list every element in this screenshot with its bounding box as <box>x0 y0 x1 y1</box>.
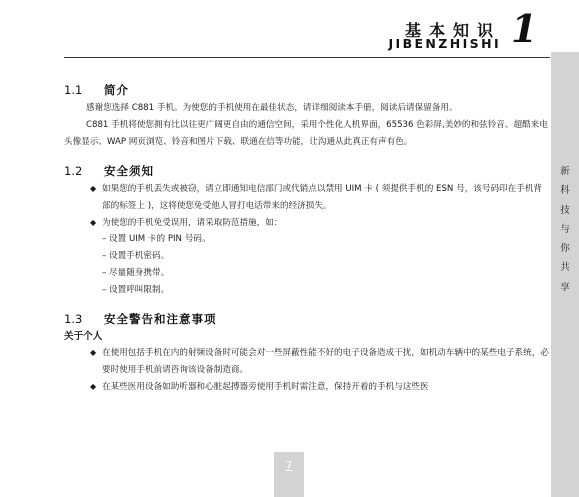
section-title: 简介 <box>104 83 129 97</box>
sub-item: – 尽量随身携带。 <box>102 268 170 279</box>
bullet-list <box>64 181 550 232</box>
sidebar-slogan <box>558 162 572 297</box>
sidebar-char: 技 <box>560 204 570 216</box>
section-title: 安全警告和注意事项 <box>104 312 217 327</box>
paragraph: C881 手机将使您拥有比以往更广阔更自由的通信空间，采用个性化人机界面，65536 色彩屏,美妙的和弦铃音、超酷来电头像显示、WAP 网页浏览、铃音和图片下载、联通在信等功能，让沟通从此真正有声有色。 <box>64 119 548 147</box>
list-item: ◆ 在某些医用设备如助听器和心脏起搏器旁使用手机时需注意，保持开着的手机与这些医 <box>64 379 550 396</box>
list-item: ◆ 在使用包括手机在内的射频设备时可能会对一些屏蔽性能不好的电子设备造成干扰，如机动车辆中的某些电子系统，必要时使用手机前请咨询该设备制造商。 <box>64 345 550 379</box>
chapter-title-cn: 基本知识 <box>404 21 501 40</box>
sidebar-char: 科 <box>560 185 570 197</box>
diamond-bullet-icon: ◆ <box>90 348 97 358</box>
section-heading-warnings <box>64 311 550 327</box>
sidebar-char: 与 <box>560 223 570 235</box>
sidebar-char: 新 <box>560 166 570 177</box>
sidebar-char: 享 <box>560 281 570 293</box>
main-content <box>64 82 550 396</box>
diamond-bullet-icon: ◆ <box>90 217 97 227</box>
subheading-personal: 关于个人 <box>64 331 103 343</box>
section-number: 1.2 <box>64 163 83 178</box>
page-number: 7 <box>285 459 293 472</box>
chapter-title-en: JIBENZHISHI <box>388 36 501 51</box>
section-title: 安全须知 <box>104 163 154 178</box>
diamond-bullet-icon: ◆ <box>90 381 97 391</box>
sidebar-char: 你 <box>560 243 570 255</box>
sub-item: – 设置呼叫限制。 <box>102 285 170 296</box>
sub-item: – 设置 UIM 卡的 PIN 号码。 <box>102 234 211 245</box>
section-number: 1.3 <box>64 312 83 327</box>
section-heading-intro <box>64 82 550 98</box>
diamond-bullet-icon: ◆ <box>90 183 97 193</box>
section-number: 1.1 <box>64 83 83 97</box>
paragraph: 感谢您选择 C881 手机。为使您的手机使用在最佳状态，请详细阅读本手册，阅读后请保留备用。 <box>86 103 458 113</box>
list-item: ◆ 如果您的手机丢失或被窃，请立即通知电信部门或代销点以禁用 UIM 卡 ( 须提供手机的 ESN 号，该号码印在手机背部的标签上 )，这将使您免受他人冒打电话带来的经济损失。 <box>64 181 550 215</box>
bullet-list <box>64 345 550 396</box>
header-rule <box>64 57 550 58</box>
sub-item: – 设置手机密码。 <box>102 251 170 262</box>
chapter-number: 1 <box>511 6 538 51</box>
list-item: ◆ 为使您的手机免受误用，请采取防范措施，如： <box>64 215 550 232</box>
section-heading-safety <box>64 163 550 179</box>
sidebar-char: 共 <box>560 262 570 274</box>
